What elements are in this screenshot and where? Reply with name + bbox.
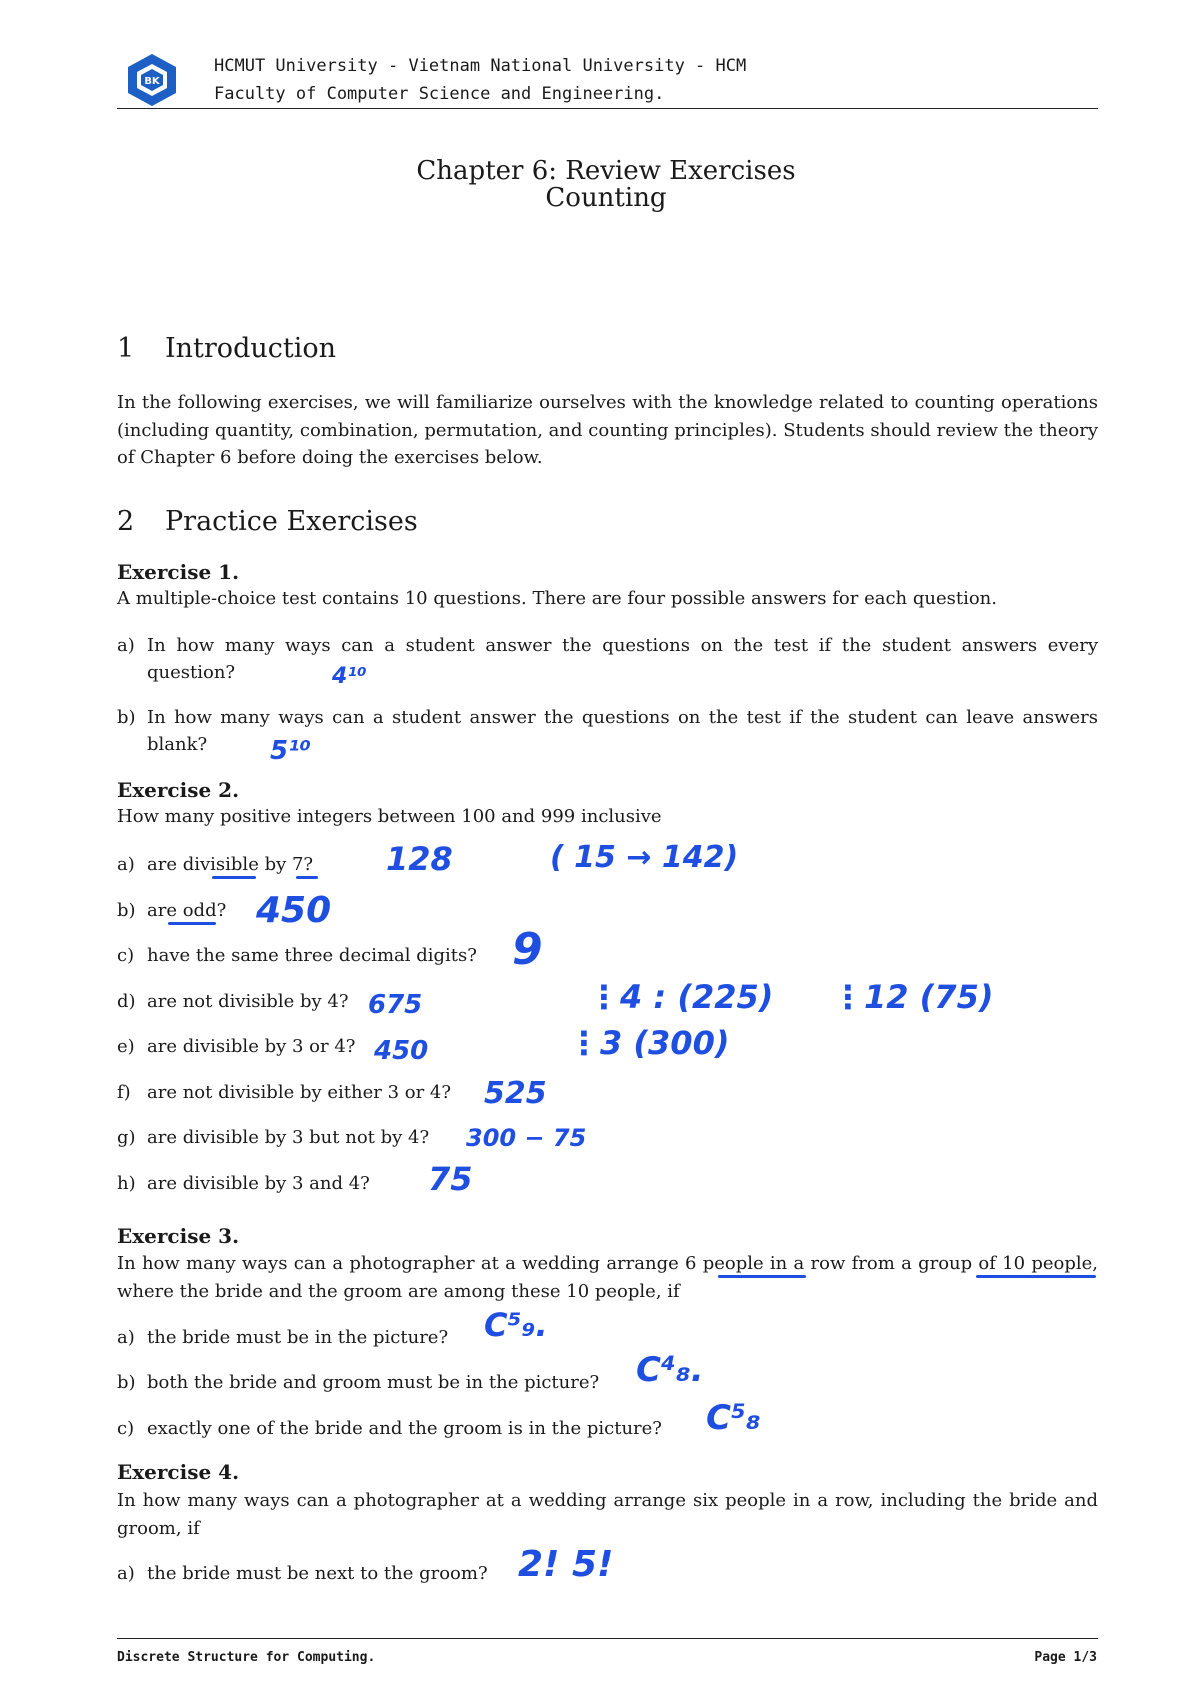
- exercise-4-prompt: In how many ways can a photographer at a wedding arrange six people in a row, including the bride and groom, if: [117, 1490, 1098, 1539]
- exercise-2-item-c: [117, 942, 1098, 969]
- logo-text: BK: [144, 76, 160, 87]
- item-text: are not divisible by either 3 or 4?: [147, 1082, 452, 1103]
- item-label: e): [117, 1036, 135, 1057]
- handwritten-answer-2f: 525: [484, 1076, 547, 1111]
- footer-course: Discrete Structure for Computing.: [117, 1650, 376, 1665]
- item-label: a): [117, 1327, 135, 1348]
- item-text: In how many ways can a student answer the questions on the test if the student can leave answers blank?: [147, 707, 1098, 755]
- section-title: Introduction: [165, 333, 336, 364]
- exercise-2-item-h: [117, 1170, 1098, 1197]
- exercise-2-item-f: [117, 1079, 1098, 1106]
- handwritten-answer-2d: 675: [368, 990, 423, 1020]
- footer-page-number: Page 1/3: [1034, 1650, 1097, 1665]
- ink-underline: [718, 1275, 806, 1278]
- exercise-1-item-b: [117, 704, 1098, 758]
- handwritten-answer-2e: 450: [374, 1036, 429, 1066]
- handwritten-answer-2h: 75: [428, 1160, 473, 1198]
- intro-paragraph: In the following exercises, we will familiarize ourselves with the knowledge related to counting operations (including quantity, combination, permutation, and counting principles). Students should review the theory of Chapter 6 before doing the exercises below.: [117, 392, 1098, 468]
- item-text: In how many ways can a student answer the questions on the test if the student answers every question?: [147, 635, 1098, 683]
- handwritten-answer-3a: C⁵₉.: [484, 1306, 548, 1344]
- section-introduction: [117, 333, 336, 364]
- ink-underline: [168, 922, 216, 925]
- item-label: h): [117, 1173, 136, 1194]
- section-title: Practice Exercises: [165, 506, 418, 537]
- item-label: c): [117, 945, 135, 966]
- handwritten-answer-1a: 4¹⁰: [332, 664, 367, 689]
- item-label: a): [117, 1563, 135, 1584]
- handwritten-answer-2g: 300 − 75: [466, 1124, 587, 1152]
- ink-underline: [296, 876, 318, 879]
- exercise-1-heading: Exercise 1.: [117, 560, 240, 584]
- exercise-3-item-a: [117, 1324, 1098, 1351]
- item-label: a): [117, 635, 135, 656]
- exercise-2-item-g: [117, 1124, 1098, 1151]
- item-label: f): [117, 1082, 131, 1103]
- handwritten-answer-1b: 5¹⁰: [270, 736, 311, 766]
- item-label: c): [117, 1418, 135, 1439]
- section-number: 2: [117, 506, 135, 537]
- header-faculty: Faculty of Computer Science and Engineering.: [214, 84, 665, 104]
- item-label: b): [117, 900, 136, 921]
- exercise-3-prompt: In how many ways can a photographer at a wedding arrange 6 people in a row from a group of 10 people, where the bride and the groom are among these 10 people, if: [117, 1253, 1098, 1302]
- ink-underline: [212, 876, 256, 879]
- section-practice: [117, 506, 418, 537]
- item-text: are divisible by 3 or 4?: [147, 1036, 356, 1057]
- doc-subtitle: Counting: [545, 183, 667, 213]
- exercise-2-prompt: How many positive integers between 100 and 999 inclusive: [117, 806, 662, 827]
- exercise-4-heading: Exercise 4.: [117, 1460, 240, 1484]
- ink-underline: [976, 1275, 1096, 1278]
- item-text: exactly one of the bride and the groom is in the picture?: [147, 1418, 662, 1439]
- handwritten-note-2e: ⋮3 (300): [568, 1024, 730, 1062]
- handwritten-answer-2c: 9: [512, 924, 543, 975]
- header-university: HCMUT University - Vietnam National University - HCM: [214, 56, 747, 76]
- item-label: d): [117, 991, 136, 1012]
- handwritten-note-2d-b: ⋮12 (75): [832, 978, 994, 1016]
- item-text: are divisible by 3 but not by 4?: [147, 1127, 430, 1148]
- item-text: have the same three decimal digits?: [147, 945, 477, 966]
- item-text: are not divisible by 4?: [147, 991, 349, 1012]
- exercise-2-heading: Exercise 2.: [117, 778, 240, 802]
- exercise-1-prompt: A multiple-choice test contains 10 questions. There are four possible answers for each question.: [117, 588, 997, 609]
- item-label: b): [117, 1372, 136, 1393]
- item-text: are divisible by 7?: [147, 854, 314, 875]
- exercise-3-item-b: [117, 1369, 1098, 1396]
- footer-rule: [117, 1638, 1098, 1639]
- item-label: g): [117, 1127, 136, 1148]
- item-text: are odd?: [147, 900, 227, 921]
- handwritten-answer-2b: 450: [256, 890, 332, 931]
- handwritten-answer-2a: 128: [386, 840, 453, 878]
- item-text: the bride must be in the picture?: [147, 1327, 449, 1348]
- exercise-1-item-a: [117, 632, 1098, 686]
- handwritten-answer-4a: 2! 5!: [518, 1544, 614, 1585]
- item-label: a): [117, 854, 135, 875]
- handwritten-answer-3b: C⁴₈.: [636, 1350, 704, 1390]
- doc-title: Chapter 6: Review Exercises: [416, 156, 796, 186]
- item-label: b): [117, 707, 136, 728]
- item-text: are divisible by 3 and 4?: [147, 1173, 370, 1194]
- item-text: both the bride and groom must be in the picture?: [147, 1372, 600, 1393]
- item-text: the bride must be next to the groom?: [147, 1563, 488, 1584]
- exercise-3-heading: Exercise 3.: [117, 1224, 240, 1248]
- exercise-3-item-c: [117, 1415, 1098, 1442]
- handwritten-note-2d-a: ⋮4 : (225): [588, 978, 774, 1016]
- handwritten-answer-3c: C⁵₈: [706, 1398, 761, 1438]
- university-logo: [124, 52, 180, 108]
- handwritten-note-2a: ( 15 → 142): [550, 840, 739, 875]
- header-rule: [117, 108, 1098, 109]
- section-number: 1: [117, 333, 135, 364]
